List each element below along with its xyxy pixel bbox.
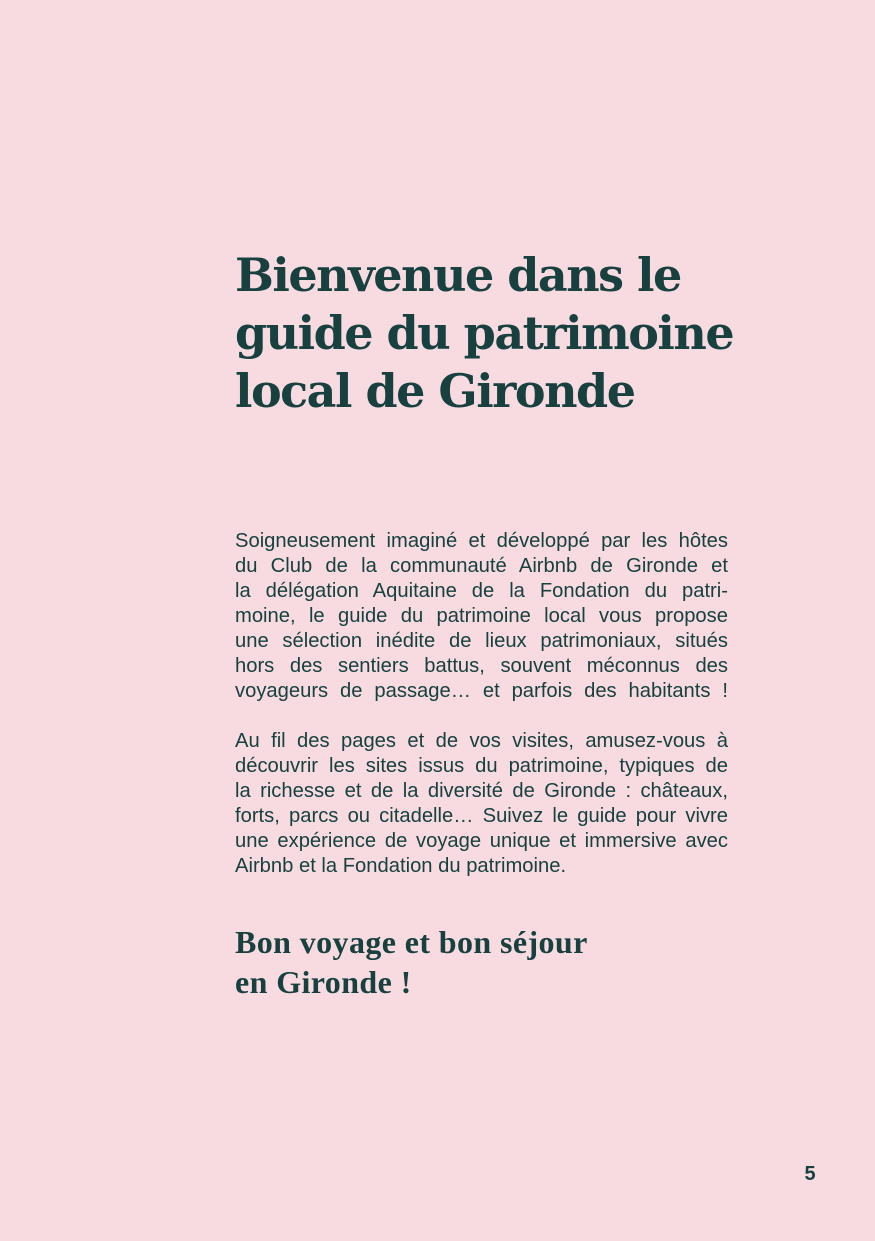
text-line: moine, le guide du patrimoine local vous propose (235, 605, 728, 627)
intro-paragraph-2 (235, 729, 728, 879)
title-line: Bienvenue dans le (235, 248, 681, 302)
intro-paragraph-1 (235, 529, 728, 704)
text-line: voyageurs de passage… et parfois des habitants ! (235, 680, 728, 702)
text-line: du Club de la communauté Airbnb de Gironde et (235, 555, 728, 577)
page-number: 5 (804, 1163, 816, 1185)
text-line: forts, parcs ou citadelle… Suivez le guide pour vivre (235, 805, 728, 827)
page-title (235, 246, 755, 420)
text-line: la délégation Aquitaine de la Fondation du patri- (235, 580, 728, 602)
text-line: la richesse et de la diversité de Gironde : châteaux, (235, 780, 728, 802)
text-line: découvrir les sites issus du patrimoine, typiques de (235, 755, 728, 777)
text-line: une expérience de voyage unique et immersive avec (235, 830, 728, 852)
closing-line: en Gironde ! (235, 964, 412, 1000)
intro-text (235, 529, 728, 904)
closing-line: Bon voyage et bon séjour (235, 924, 588, 960)
closing-heading (235, 922, 755, 1002)
title-line: guide du patrimoine (235, 306, 734, 360)
text-line: hors des sentiers battus, souvent méconnus des (235, 655, 728, 677)
title-line: local de Gironde (235, 364, 635, 418)
text-line: Airbnb et la Fondation du patrimoine. (235, 855, 567, 877)
text-line: une sélection inédite de lieux patrimoniaux, situés (235, 630, 728, 652)
text-line: Soigneusement imaginé et développé par les hôtes (235, 530, 728, 552)
text-line: Au fil des pages et de vos visites, amusez-vous à (235, 730, 728, 752)
